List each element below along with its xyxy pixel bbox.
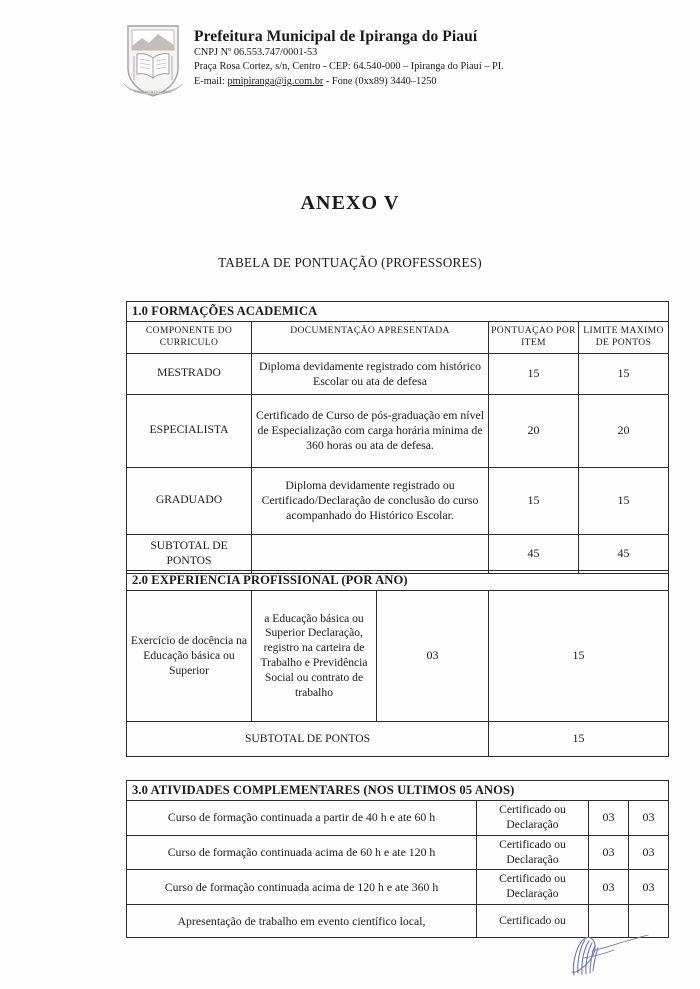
org-text-block xyxy=(194,22,504,89)
section-title-experiencia: 2.0 EXPERIENCIA PROFISSIONAL (POR ANO) xyxy=(127,571,669,591)
cell-documentacao: Certificado ou Declaração xyxy=(477,870,589,905)
letterhead xyxy=(122,22,504,100)
signature-mark xyxy=(556,928,666,983)
organization-name: Prefeitura Municipal de Ipiranga do Piauí xyxy=(194,28,478,45)
cell-documentacao: Certificado ou xyxy=(477,905,589,938)
cell-pontuacao: 03 xyxy=(589,835,629,870)
cell-descricao: Curso de formação continuada acima de 60 h e ate 120 h xyxy=(127,835,477,870)
cell-descricao: Curso de formação continuada acima de 120 h e ate 360 h xyxy=(127,870,477,905)
table-row xyxy=(127,591,669,722)
table-header-row xyxy=(127,322,669,354)
column-header-pontuacao: PONTUAÇAO POR ITEM xyxy=(489,322,579,354)
cell-limite: 03 xyxy=(629,801,669,836)
cell-subtotal-label: SUBTOTAL DE PONTOS xyxy=(127,722,489,757)
section-title-formacoes: 1.0 FORMAÇÕES ACADEMICA xyxy=(127,302,669,322)
cell-documentacao: Certificado ou Declaração xyxy=(477,835,589,870)
cell-descricao: Curso de formação continuada a partir de 40 h e ate 60 h xyxy=(127,801,477,836)
table-row xyxy=(127,801,669,836)
page-title: ANEXO V xyxy=(300,192,400,214)
cell-documentacao: a Educação básica ou Superior Declaração, registro na carteira de Trabalho e Previdência Social ou contrato de trabalho xyxy=(252,591,377,722)
cell-subtotal-limite: 45 xyxy=(579,534,669,573)
cell-componente: Exercício de docência na Educação básica ou Superior xyxy=(127,591,252,722)
table-row-subtotal xyxy=(127,722,669,757)
cell-documentacao: Certificado de Curso de pós-graduação em nível de Especialização com carga horária mínima de 360 horas ou ata de defesa. xyxy=(252,394,489,467)
cell-pontuacao: 03 xyxy=(589,801,629,836)
email-label: E-mail: xyxy=(194,75,228,87)
cell-pontuacao: 20 xyxy=(489,394,579,467)
cell-pontuacao: 03 xyxy=(377,591,489,722)
organization-address: Praça Rosa Cortez, s/n, Centro - CEP: 64.540-000 – Ipiranga do Piauí – PI. xyxy=(194,61,504,73)
cell-limite: 20 xyxy=(579,394,669,467)
cell-pontuacao: 15 xyxy=(489,353,579,394)
cell-componente: ESPECIALISTA xyxy=(127,394,252,467)
table-row xyxy=(127,571,669,591)
phone-text: - Fone (0xx89) 3440–1250 xyxy=(323,75,437,87)
cell-componente: MESTRADO xyxy=(127,353,252,394)
cell-documentacao: Diploma devidamente registrado com histórico Escolar ou ata de defesa xyxy=(252,353,489,394)
table-atividades-complementares xyxy=(126,780,669,938)
table-formacoes-academicas xyxy=(126,301,669,574)
cell-subtotal-pontuacao: 45 xyxy=(489,534,579,573)
cell-limite: 15 xyxy=(579,467,669,534)
cell-pontuacao: 03 xyxy=(589,870,629,905)
table-row-subtotal xyxy=(127,534,669,573)
cell-subtotal-documentacao xyxy=(252,534,489,573)
cell-descricao: Apresentação de trabalho em evento científico local, xyxy=(127,905,477,938)
email-link[interactable]: pmipiranga@ig.com.br xyxy=(227,75,324,87)
table-experiencia-profissional xyxy=(126,570,669,757)
cell-limite: 15 xyxy=(489,591,669,722)
table-row xyxy=(127,835,669,870)
table-row xyxy=(127,353,669,394)
cell-documentacao: Certificado ou Declaração xyxy=(477,801,589,836)
cell-componente: GRADUADO xyxy=(127,467,252,534)
column-header-documentacao: DOCUMENTAÇÃO APRESENTADA xyxy=(252,322,489,354)
organization-contact xyxy=(194,75,504,89)
column-header-limite: LIMITE MAXIMO DE PONTOS xyxy=(579,322,669,354)
cell-limite: 03 xyxy=(629,870,669,905)
cell-limite: 03 xyxy=(629,835,669,870)
coat-of-arms-icon xyxy=(122,22,184,100)
table-row xyxy=(127,394,669,467)
cell-subtotal-value: 15 xyxy=(489,722,669,757)
svg-text:IPIRANGA DO PIAUI: IPIRANGA DO PIAUI xyxy=(134,89,172,94)
cell-limite: 15 xyxy=(579,353,669,394)
cell-pontuacao: 15 xyxy=(489,467,579,534)
cell-subtotal-label: SUBTOTAL DE PONTOS xyxy=(127,534,252,573)
table-row xyxy=(127,781,669,801)
cell-documentacao: Diploma devidamente registrado ou Certificado/Declaração de conclusão do curso acompanhado do Histórico Escolar. xyxy=(252,467,489,534)
organization-cnpj: CNPJ Nº 06.553.747/0001-53 xyxy=(194,47,318,59)
column-header-componente: COMPONENTE DO CURRICULO xyxy=(127,322,252,354)
table-row xyxy=(127,467,669,534)
page-subtitle: TABELA DE PONTUAÇÃO (PROFESSORES) xyxy=(218,255,482,270)
section-title-atividades: 3.0 ATIVIDADES COMPLEMENTARES (NOS ULTIMOS 05 ANOS) xyxy=(127,781,669,801)
table-row xyxy=(127,870,669,905)
table-row xyxy=(127,302,669,322)
